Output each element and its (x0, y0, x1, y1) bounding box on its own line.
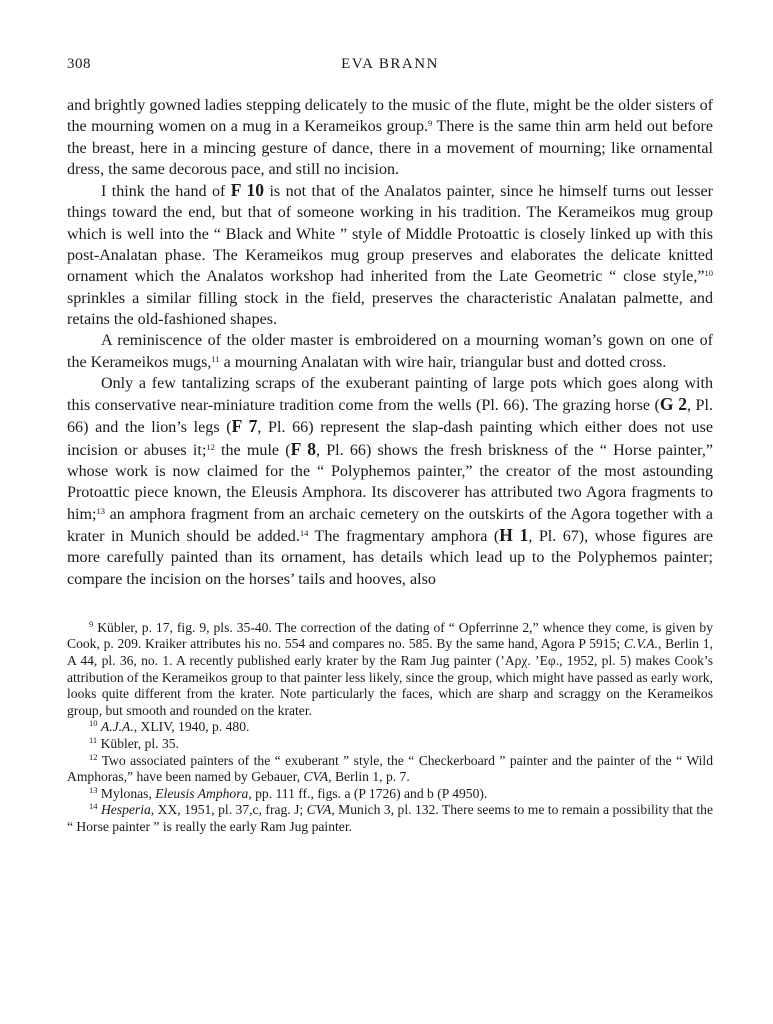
catalog-ref-g2: G 2 (659, 394, 688, 415)
running-head-author: EVA BRANN (341, 56, 439, 72)
footnote-ref-14[interactable]: 14 (299, 527, 309, 538)
footnote-12: $^{12}$ Two associated painters of the “ exuberant ” style, the “ Checkerboard ” painter and the painter of the “ Wild Amphoras,” have been named by Gebauer, CVA, Berlin 1, p. 7. (67, 751, 713, 785)
catalog-ref-f7: F 7 (231, 416, 258, 437)
paragraph-3: A reminiscence of the older master is embroidered on a mourning woman’s gown on one of the Kerameikos mugs,$^{11}$ a mourning Analatan with wire hair, triangular bust and dotted cross. (67, 332, 713, 371)
page (67, 56, 713, 836)
footnote-9: $^9$ Kübler, p. 17, fig. 9, pls. 35-40. The correction of the dating of “ Opferrinne 2,” whence they come, is given by Cook, p. 209. Kraiker attributes his no. 554 and compares no. 585. By the same hand, Agora P 5915; C.V.A., Berlin 1, A 44, pl. 36, no. 1. A recently published early krater by the Ram Jug painter (’Αρχ. ’Εφ., 1952, pl. 5) makes Cook’s attribution of the Kerameikos group to that painter less likely, since the group, which might have passed as early work, looks quite different from the krater. Note particularly the faces, which are sharp and scraggy on the Kerameikos group, but smooth and rounded on the krater. (67, 618, 713, 718)
footnote-13: $^{13}$ Mylonas, Eleusis Amphora, pp. 111 ff., figs. a (P 1726) and b (P 4950). (89, 784, 488, 801)
page-number: 308 (67, 56, 91, 72)
footnote-ref-9[interactable]: 9 (428, 118, 433, 129)
body-text (67, 95, 713, 590)
footnotes (67, 620, 713, 836)
footnote-11: $^{11}$ Kübler, pl. 35. (89, 734, 179, 751)
footnote-14: $^{14}$ Hesperia, XX, 1951, pl. 37,c, frag. J; CVA, Munich 3, pl. 132. There seems to me to remain a possibility that the “ Horse painter ” is really the early Ram Jug painter. (67, 801, 713, 834)
catalog-ref-h1: H 1 (499, 524, 529, 545)
paragraph-2: I think the hand of F 10 is not that of the Analatos painter, since he himself turns out lesser things toward the end, but that of someone working in his tradition. The Kerameikos mug group which is well into the “ Black and White ” style of Middle Protoattic is closely linked up with this post-Analatan phase. The Kerameikos mug group preserves and elaborates the delicate knitted ornament which the Analatos workshop had inherited from the Late Geometric “ close style,”$^{10}$ sprinkles a similar filling stock in the field, preserves the characteristic Analatan palmette, and retains the old-fashioned shapes. (67, 180, 713, 328)
footnote-ref-12[interactable]: 12 (206, 441, 215, 452)
footnote-10: $^{10}$ A.J.A., XLIV, 1940, p. 480. (89, 718, 250, 735)
footnote-ref-10[interactable]: 10 (704, 268, 713, 279)
footnote-ref-13[interactable]: 13 (96, 505, 106, 516)
footnote-ref-11[interactable]: 11 (211, 353, 220, 364)
paragraph-1: and brightly gowned ladies stepping delicately to the music of the flute, might be the older sisters of the mourning women on a mug in a Kerameikos group.$^9$ There is the same thin arm held out before the breast, here in a mincing gesture of dance, there in a movement of mourning; like ornamental dress, the same decorous pace, and still no incision. (67, 97, 714, 178)
paragraph-4: Only a few tantalizing scraps of the exuberant painting of large pots which goes along with this conservative near-miniature tradition come from the wells (Pl. 66). The grazing horse (G 2, Pl. 66) and the lion’s legs (F 7, Pl. 66) represent the slap-dash painting which either does not use incision or abuses it;$^{12}$ the mule (F 8, Pl. 66) shows the fresh briskness of the “ Horse painter,” whose work is now claimed for the “ Polyphemos painter,” the creator of the most astounding Protoattic piece known, the Eleusis Amphora. Its discoverer has attributed two Agora fragments to him;$^{13}$ an amphora fragment from an archaic cemetery on the outskirts of the Agora together with a krater in Munich should be added.$^{14}$ The fragmentary amphora (H 1, Pl. 67), whose figures are more carefully painted than its ornament, has details which lead up to the Polyphemos painter; compare the incision on the horses’ tails and hooves, also (67, 374, 714, 588)
running-header (67, 56, 713, 80)
catalog-ref-f10: F 10 (230, 180, 265, 201)
catalog-ref-f8: F 8 (290, 438, 316, 459)
